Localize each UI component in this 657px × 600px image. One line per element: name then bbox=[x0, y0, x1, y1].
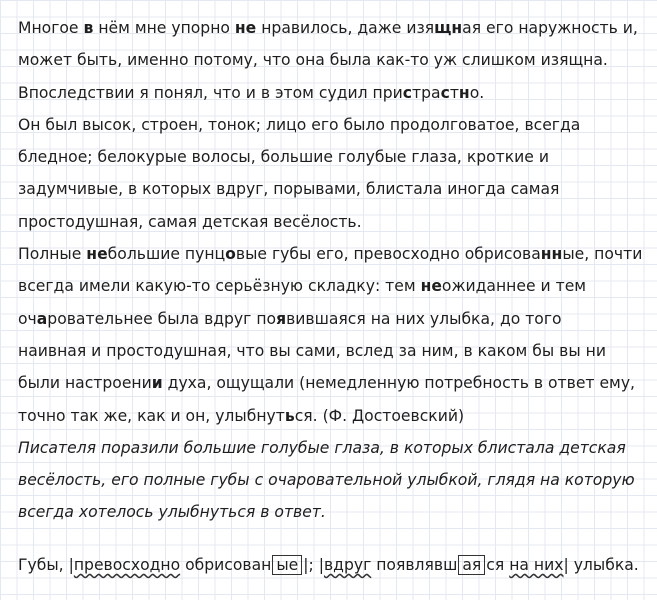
text-line bbox=[18, 77, 650, 109]
text-segment: простодушная, самая детская весёлость. bbox=[18, 212, 362, 231]
parse-ending-box-1: ые bbox=[272, 555, 302, 575]
highlighted-letters: ь bbox=[284, 406, 295, 425]
text-segment: наивная и простодушная, что вы сами, вслед за ним, в каком бы вы ни bbox=[18, 341, 606, 360]
parse-adverb-2: вдруг bbox=[323, 555, 372, 574]
text-segment: нём мне упорно bbox=[93, 19, 235, 37]
parse-participle-stem: обрисован bbox=[180, 555, 272, 574]
phrase-boundary-3: | bbox=[563, 555, 569, 574]
text-line bbox=[18, 270, 650, 302]
text-segment: ая его наружность и, bbox=[462, 19, 638, 37]
text-segment: Многое bbox=[18, 19, 84, 37]
text-segment: весёлость, его полные губы с очаровательной улыбкой, глядя на которую bbox=[18, 471, 635, 490]
text-segment: Полные bbox=[18, 245, 87, 264]
spacer bbox=[18, 529, 650, 545]
parse-suffix: ся bbox=[486, 555, 510, 574]
phrase-boundary: | bbox=[68, 555, 74, 574]
text-segment: ровательнее была вдруг по bbox=[47, 309, 277, 328]
highlighted-letters: и bbox=[151, 374, 163, 393]
text-line bbox=[18, 12, 650, 44]
text-segment: всегда имели какую-то серьёзную складку: тем bbox=[18, 277, 421, 296]
text-line bbox=[18, 206, 650, 238]
phrase-boundary-2: |; | bbox=[303, 555, 324, 574]
text-segment: бледное; белокурые волосы, большие голубые глаза, кроткие и bbox=[18, 148, 549, 167]
parse-word-ulybka: улыбка. bbox=[568, 555, 639, 574]
text-segment: нравилось, даже изя bbox=[256, 19, 435, 37]
paragraph-3 bbox=[18, 238, 650, 432]
highlighted-letters: щн bbox=[434, 19, 463, 37]
highlighted-letters: а bbox=[36, 309, 48, 328]
text-segment: о. bbox=[469, 83, 485, 102]
highlighted-letters: я bbox=[276, 309, 287, 328]
text-segment: вившаяся на них улыбка, до того bbox=[286, 309, 562, 328]
text-line bbox=[18, 432, 650, 464]
text-line bbox=[18, 400, 650, 432]
parse-ending-box-2: ая bbox=[458, 555, 485, 575]
parse-adverb: превосходно bbox=[73, 555, 181, 574]
text-segment: задумчивые, в которых вдруг, порывами, блистала иногда самая bbox=[18, 180, 560, 199]
text-segment: ожиданнее и тем bbox=[441, 277, 587, 296]
text-segment: всегда хотелось улыбнуться в ответ. bbox=[18, 503, 326, 522]
text-segment: т bbox=[449, 83, 459, 102]
highlighted-letters: нн bbox=[540, 245, 563, 264]
sentence-parse bbox=[18, 549, 650, 581]
text-segment: ся. (Ф. Достоевский) bbox=[294, 406, 465, 425]
paragraph-1 bbox=[18, 12, 650, 109]
text-line bbox=[18, 496, 650, 528]
text-segment: ые, почти bbox=[562, 245, 643, 264]
text-line bbox=[18, 464, 650, 496]
text-segment: может быть, именно потому, что она была как-то уж слишком изящна. bbox=[18, 51, 608, 70]
text-segment: Писателя поразили большие голубые глаза, в которых блистала детская bbox=[18, 438, 626, 457]
text-segment: большие пунц bbox=[107, 245, 226, 264]
text-line bbox=[18, 303, 650, 335]
text-segment: вые губы его, превосходно обрисова bbox=[235, 245, 541, 264]
text-segment: были настроени bbox=[18, 374, 152, 393]
parse-participle-stem-2: появлявш bbox=[371, 555, 458, 574]
text-segment: духа, ощущали (немедленную потребность в ответ ему, bbox=[162, 374, 636, 393]
highlighted-letters: не bbox=[86, 245, 108, 264]
text-line bbox=[18, 335, 650, 367]
highlighted-letters: в bbox=[83, 19, 94, 37]
text-line bbox=[18, 238, 650, 270]
text-segment: тра bbox=[412, 83, 441, 102]
summary-paragraph bbox=[18, 432, 650, 529]
text-segment: Впоследствии я понял, что и в этом судил при bbox=[18, 83, 403, 102]
highlighted-letters: не bbox=[420, 277, 442, 296]
text-line bbox=[18, 173, 650, 205]
highlighted-letters: н bbox=[458, 83, 470, 102]
parse-word-guby: Губы, bbox=[18, 555, 64, 574]
paragraph-2 bbox=[18, 109, 650, 238]
text-line bbox=[18, 367, 650, 399]
highlighted-letters: о bbox=[225, 245, 236, 264]
highlighted-letters: с bbox=[440, 83, 450, 102]
highlighted-letters: не bbox=[234, 19, 257, 37]
text-segment: точно так же, как и он, улыбнут bbox=[18, 406, 285, 425]
parse-adverbial-phrase: на них bbox=[509, 555, 564, 574]
text-line bbox=[18, 44, 650, 76]
highlighted-letters: с bbox=[402, 83, 413, 102]
text-line bbox=[18, 141, 650, 173]
text-segment: Он был высок, строен, тонок; лицо его было продолговатое, всегда bbox=[18, 115, 581, 134]
text-segment: оч bbox=[18, 309, 37, 328]
text-line bbox=[18, 109, 650, 141]
document-page bbox=[18, 12, 650, 577]
